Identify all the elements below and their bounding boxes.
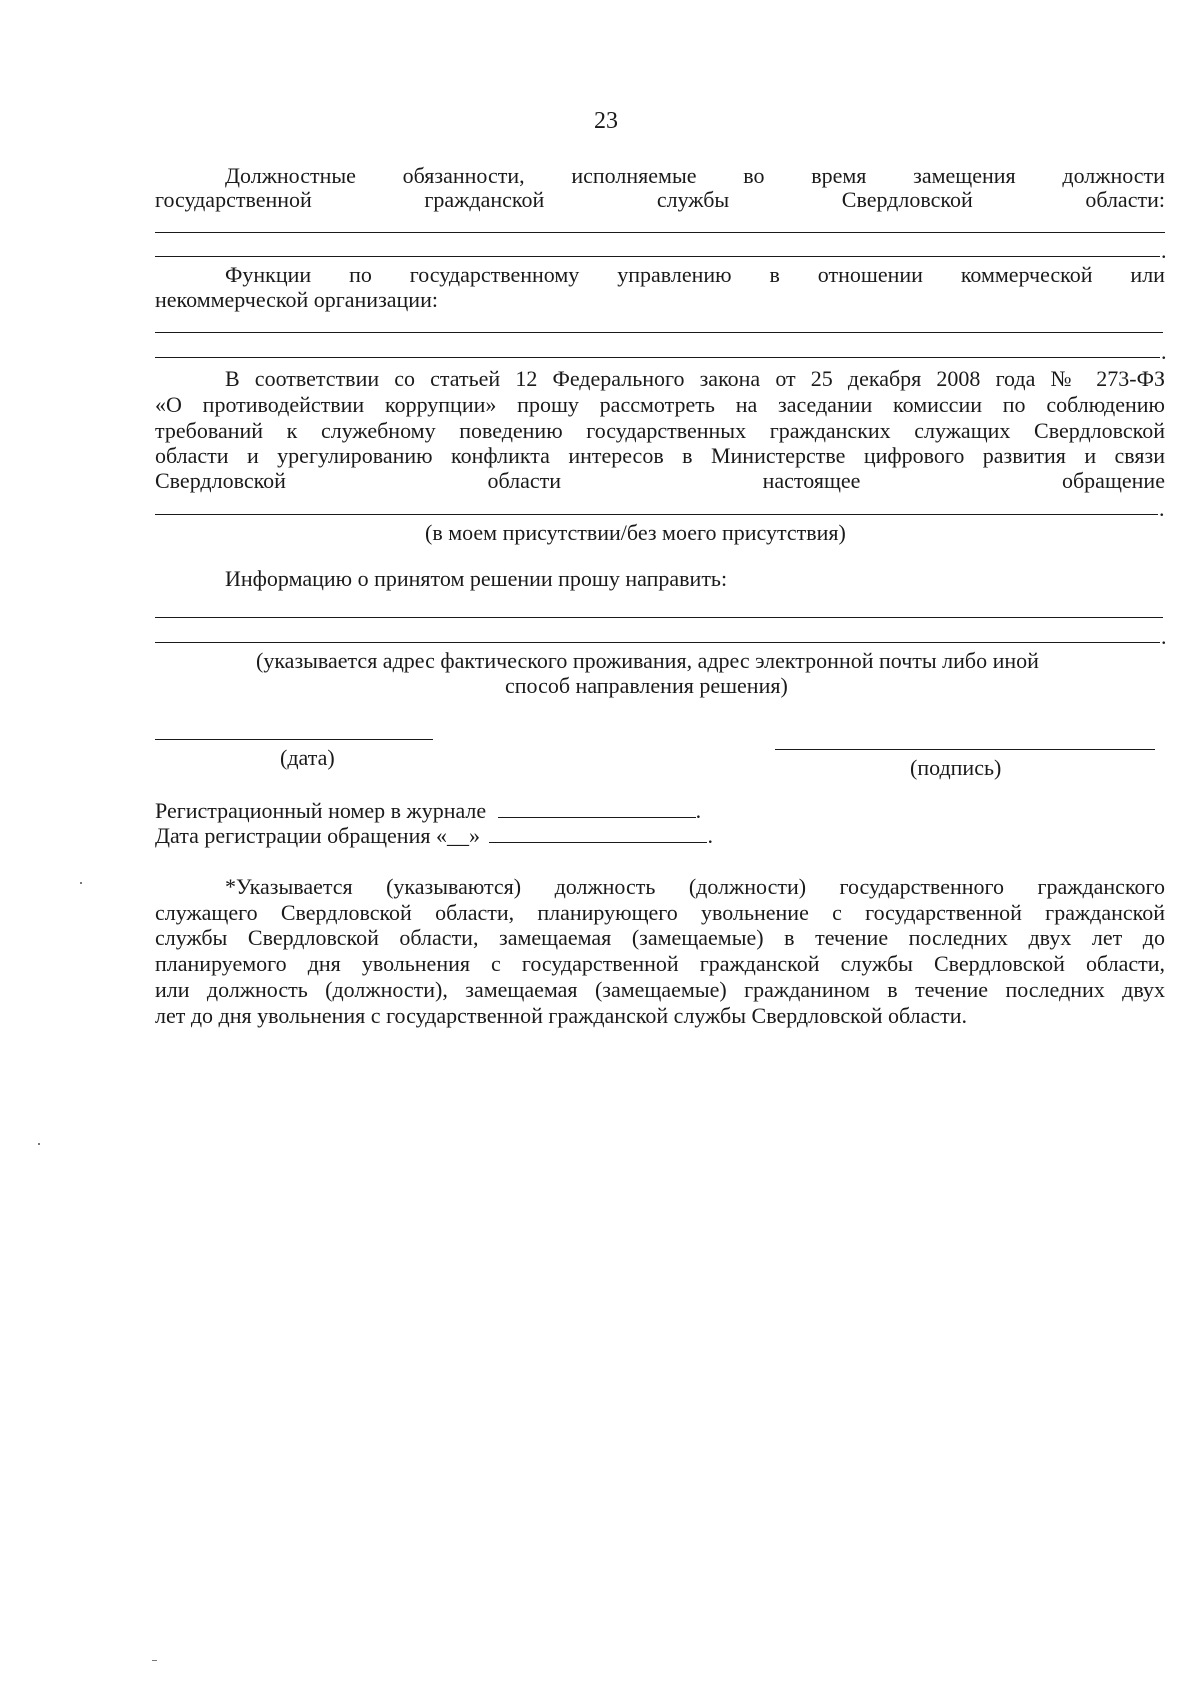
registration-number-label: Регистрационный номер в журнале (155, 798, 487, 823)
registration-date-label: Дата регистрации обращения «__» (155, 823, 480, 848)
registration-number-field[interactable] (498, 799, 696, 818)
word: управлению (617, 262, 732, 287)
functions-blank-line-1[interactable] (155, 332, 1163, 333)
word: настоящее (762, 468, 861, 493)
scan-speck (152, 1660, 157, 1661)
word: по (349, 262, 372, 287)
footnote-line-2: служащего Свердловской области, планирующего увольнение с государственной гражданской (155, 900, 1165, 925)
word: Свердловской (841, 187, 973, 212)
duties-line-2 (155, 187, 1165, 213)
word: области (487, 468, 562, 493)
registration-date-row (155, 823, 713, 849)
duties-blank-line-2[interactable] (155, 256, 1160, 257)
request-line-1: В соответствии со статьей 12 Федерального закона от 25 декабря 2008 года № 273-ФЗ (225, 366, 1165, 391)
date-blank-line[interactable] (155, 739, 433, 740)
period: . (1161, 624, 1167, 649)
date-label: (дата) (280, 745, 335, 770)
word: гражданской (424, 187, 545, 212)
info-request-text: Информацию о принятом решении прошу направить: (225, 566, 728, 591)
footnote-line-4: планируемого дня увольнения с государственной гражданской службы Свердловской области, (155, 951, 1165, 976)
word: службы (656, 187, 730, 212)
info-blank-line-1[interactable] (155, 617, 1163, 618)
word: Функции (225, 262, 312, 287)
footnote-line-3: службы Свердловской области, замещаемая (замещаемые) в течение последних двух лет до (155, 925, 1165, 950)
address-caption-line-2: способ направления решения) (505, 673, 788, 698)
word: должности (1062, 163, 1165, 188)
word: Свердловской (155, 468, 286, 493)
word: области: (1085, 187, 1165, 212)
presence-caption: (в моем присутствии/без моего присутствия) (425, 520, 846, 545)
word: обязанности, (402, 163, 525, 188)
registration-date-field[interactable] (489, 824, 707, 843)
address-caption-line-1: (указывается адрес фактического проживания, адрес электронной почты либо иной (256, 648, 1039, 673)
word: замещения (913, 163, 1016, 188)
footnote-line-5: или должность (должности), замещаемая (замещаемые) гражданином в течение последних двух (155, 977, 1165, 1002)
word: государственному (409, 262, 580, 287)
info-blank-line-2[interactable] (155, 642, 1160, 643)
request-line-3: требований к служебному поведению государственных гражданских служащих Свердловской (155, 418, 1165, 443)
period: . (1161, 238, 1167, 263)
word: коммерческой (960, 262, 1093, 287)
word: исполняемые (571, 163, 697, 188)
word: отношении (817, 262, 923, 287)
word: во (743, 163, 765, 188)
period: . (1159, 496, 1165, 521)
functions-line-1 (155, 262, 1165, 288)
footnote-line-1: *Указывается (указываются) должность (должности) государственного гражданского (225, 874, 1165, 899)
footnote-line-6: лет до дня увольнения с государственной гражданской службы Свердловской области. (155, 1003, 968, 1028)
word: Должностные (225, 163, 356, 188)
period: . (695, 798, 702, 823)
duties-blank-line-1[interactable] (155, 232, 1165, 233)
duties-line-1 (155, 163, 1165, 189)
request-line-5 (155, 468, 1165, 494)
request-line-4: области и урегулированию конфликта интересов в Министерстве цифрового развития и связи (155, 443, 1165, 468)
word: в (769, 262, 780, 287)
word: обращение (1061, 468, 1165, 493)
period: . (707, 823, 713, 848)
presence-blank-line[interactable] (155, 514, 1158, 515)
registration-number-row (155, 798, 701, 824)
word: или (1130, 262, 1165, 287)
page-number: 23 (594, 108, 618, 134)
signature-label: (подпись) (910, 755, 1002, 780)
signature-blank-line[interactable] (775, 749, 1155, 750)
period: . (1161, 339, 1167, 364)
scan-speck (80, 882, 82, 884)
request-line-2: «О противодействии коррупции» прошу рассмотреть на заседании комиссии по соблюдению (155, 392, 1165, 417)
word: государственной (155, 187, 312, 212)
scan-speck (38, 1143, 40, 1145)
functions-blank-line-2[interactable] (155, 357, 1160, 358)
functions-line-2: некоммерческой организации: (155, 287, 438, 312)
word: время (811, 163, 867, 188)
